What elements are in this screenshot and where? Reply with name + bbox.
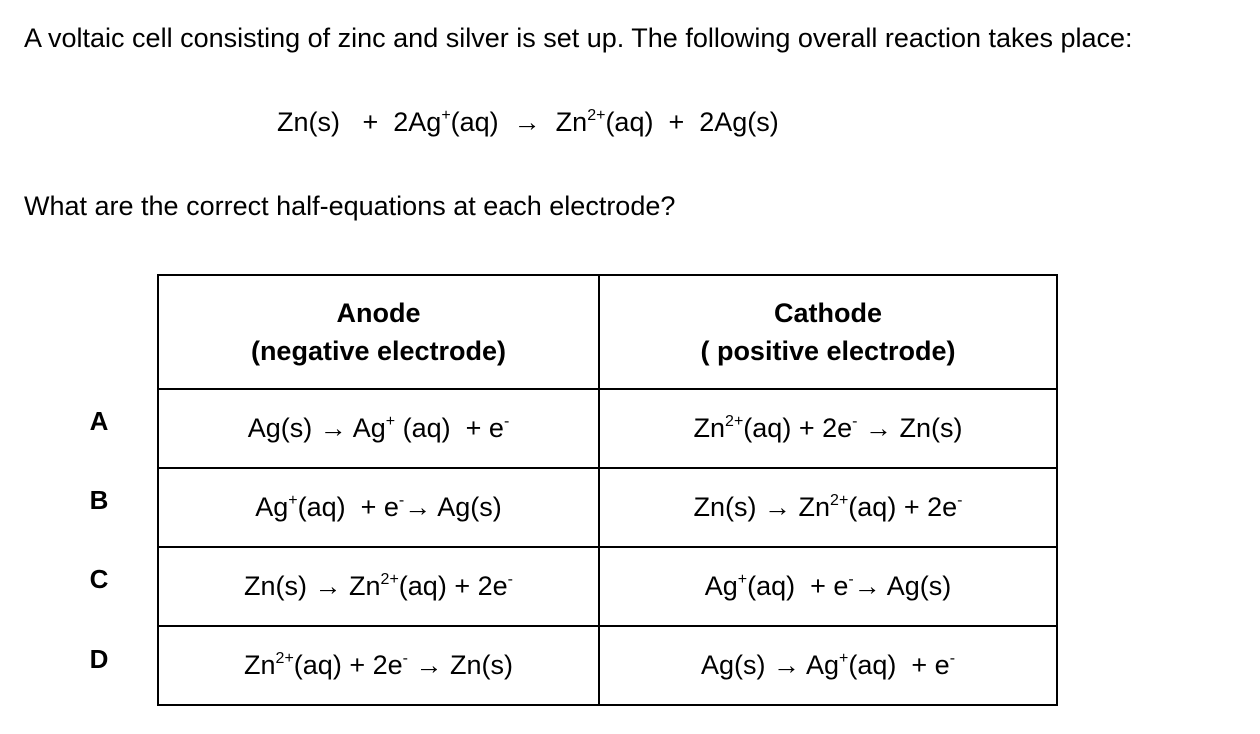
anode-equation-d: $Zn^{2+}(aq) + 2e^- \to Zn(s)$ xyxy=(158,626,599,705)
cathode-equation-a: $Zn^{2+}(aq) + 2e^- \to Zn(s)$ xyxy=(599,389,1057,468)
anode-header-subtitle: (negative electrode) xyxy=(250,336,507,366)
anode-equation-a: Ag(s) → Ag+ (aq) + e- xyxy=(158,389,599,468)
anode-equation-b: Ag+(aq) + e-→ Ag(s) xyxy=(158,468,599,547)
cathode-equation-d: Ag(s) → Ag+(aq) + e- xyxy=(599,626,1057,705)
option-letter-c: C xyxy=(89,564,109,594)
question-prompt: What are the correct half-equations at each electrode? xyxy=(24,191,676,221)
table-row xyxy=(158,626,1057,705)
anode-header-title: Anode xyxy=(336,298,421,328)
table-header-row xyxy=(158,275,1057,389)
cathode-header-subtitle: ( positive electrode) xyxy=(700,336,956,366)
cathode-equation-b: $Zn(s) \to Zn^{2+}(aq) + 2e^-$ xyxy=(599,468,1057,547)
anode-equation-c: $Zn(s) \to Zn^{2+}(aq) + 2e^-$ xyxy=(158,547,599,626)
overall-equation: $Zn(s) + 2Ag^+(aq) \to Zn^{2+}(aq) + 2Ag(s)$ xyxy=(277,107,779,137)
cathode-header xyxy=(599,275,1057,389)
anode-header xyxy=(158,275,599,389)
option-letter-d: D xyxy=(89,644,109,674)
table-row xyxy=(158,468,1057,547)
table-row xyxy=(158,547,1057,626)
option-letter-b: B xyxy=(89,485,109,515)
cathode-equation-c: Ag+(aq) + e-→ Ag(s) xyxy=(599,547,1057,626)
half-equations-table xyxy=(157,274,1058,706)
table-row xyxy=(158,389,1057,468)
question-intro: A voltaic cell consisting of zinc and silver is set up. The following overall reaction takes place: xyxy=(24,23,1133,53)
cathode-header-title: Cathode xyxy=(774,298,882,328)
option-letter-a: A xyxy=(89,406,109,436)
